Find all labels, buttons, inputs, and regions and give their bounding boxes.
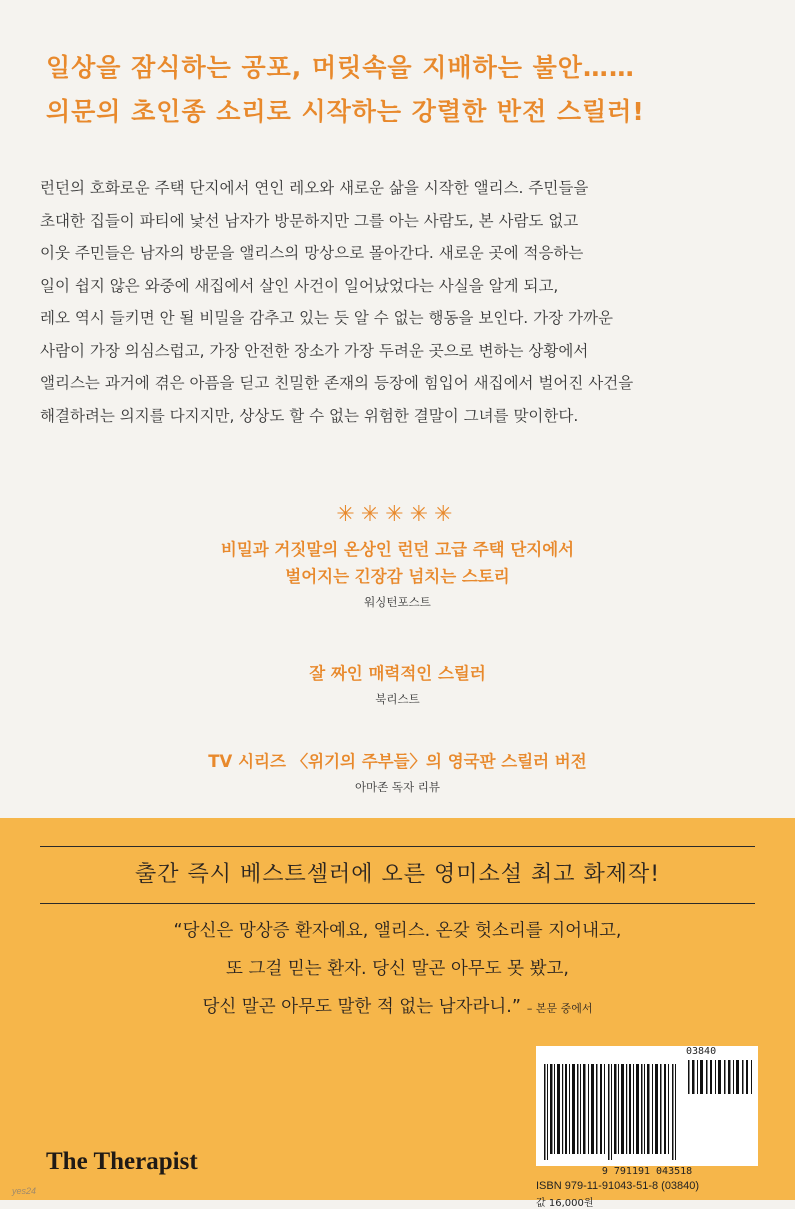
review-source: 워싱턴포스트 — [364, 595, 431, 609]
excerpt-line: 당신 말곤 아무도 말한 적 없는 남자라니.” — [202, 997, 521, 1017]
review-quote-line: 잘 짜인 매력적인 스릴러 — [309, 664, 486, 683]
english-title: The Therapist — [46, 1148, 198, 1175]
review-quote-line: 비밀과 거짓말의 온상인 런던 고급 주택 단지에서 — [220, 540, 575, 559]
addon-barcode-icon — [686, 1060, 756, 1094]
watermark: yes24 — [12, 1186, 37, 1196]
price-text: 값 16,000원 — [536, 1198, 594, 1209]
synopsis-line: 초대한 집들이 파티에 낯선 남자가 방문하지만 그를 아는 사람도, 본 사람도 없고 — [40, 211, 579, 230]
synopsis — [40, 172, 765, 432]
headline — [46, 46, 756, 134]
star-divider: ✳✳✳✳✳ — [336, 502, 459, 527]
synopsis-line: 레오 역시 들키면 안 될 비밀을 감추고 있는 듯 알 수 없는 행동을 보인다. 가장 가까운 — [40, 309, 613, 327]
book-excerpt — [0, 912, 795, 1028]
tagline: 출간 즉시 베스트셀러에 오른 영미소설 최고 화제작! — [40, 846, 755, 904]
review-quote — [0, 660, 795, 708]
synopsis-line: 앨리스는 과거에 겪은 아픔을 딛고 친밀한 존재의 등장에 힘입어 새집에서 벌어진 사건을 — [40, 374, 634, 392]
review-source: 아마존 독자 리뷰 — [354, 780, 441, 794]
barcode-area — [536, 1046, 758, 1166]
review-quote-line: TV 시리즈 〈위기의 주부들〉의 영국판 스릴러 버전 — [208, 752, 587, 771]
headline-line-1: 일상을 잠식하는 공포, 머릿속을 지배하는 불안…… — [46, 53, 635, 82]
synopsis-line: 해결하려는 의지를 다지지만, 상상도 할 수 없는 위험한 결말이 그녀를 맞이한다. — [40, 406, 579, 425]
review-source: 북리스트 — [375, 692, 420, 706]
headline-line-2: 의문의 초인종 소리로 시작하는 강렬한 반전 스릴러! — [46, 97, 645, 126]
synopsis-line: 사람이 가장 의심스럽고, 가장 안전한 장소가 가장 두려운 곳으로 변하는 상황에서 — [40, 341, 589, 360]
isbn-text: ISBN 979-11-91043-51-8 (03840) — [536, 1180, 700, 1192]
synopsis-line: 일이 쉽지 않은 와중에 새집에서 살인 사건이 일어났었다는 사실을 알게 되고, — [40, 276, 559, 295]
review-quote — [0, 536, 795, 611]
review-quote-line: 벌어지는 긴장감 넘치는 스토리 — [285, 567, 510, 586]
price-code: 03840 — [686, 1046, 717, 1057]
synopsis-line: 이웃 주민들은 남자의 방문을 앨리스의 망상으로 몰아간다. 새로운 곳에 적응하는 — [40, 244, 584, 262]
excerpt-line: “당신은 망상증 환자예요, 앨리스. 온갖 헛소리를 지어내고, — [173, 921, 622, 941]
isbn-barcode-icon — [542, 1064, 682, 1160]
synopsis-line: 런던의 호화로운 주택 단지에서 연인 레오와 새로운 삶을 시작한 앨리스. 주민들을 — [40, 179, 589, 197]
excerpt-line-last — [0, 988, 795, 1028]
excerpt-line: 또 그걸 믿는 환자. 당신 말곤 아무도 못 봤고, — [225, 959, 569, 979]
excerpt-source: – 본문 중에서 — [526, 1002, 593, 1015]
barcode-digits: 9 791191 043518 — [601, 1166, 693, 1177]
review-quote — [0, 748, 795, 796]
